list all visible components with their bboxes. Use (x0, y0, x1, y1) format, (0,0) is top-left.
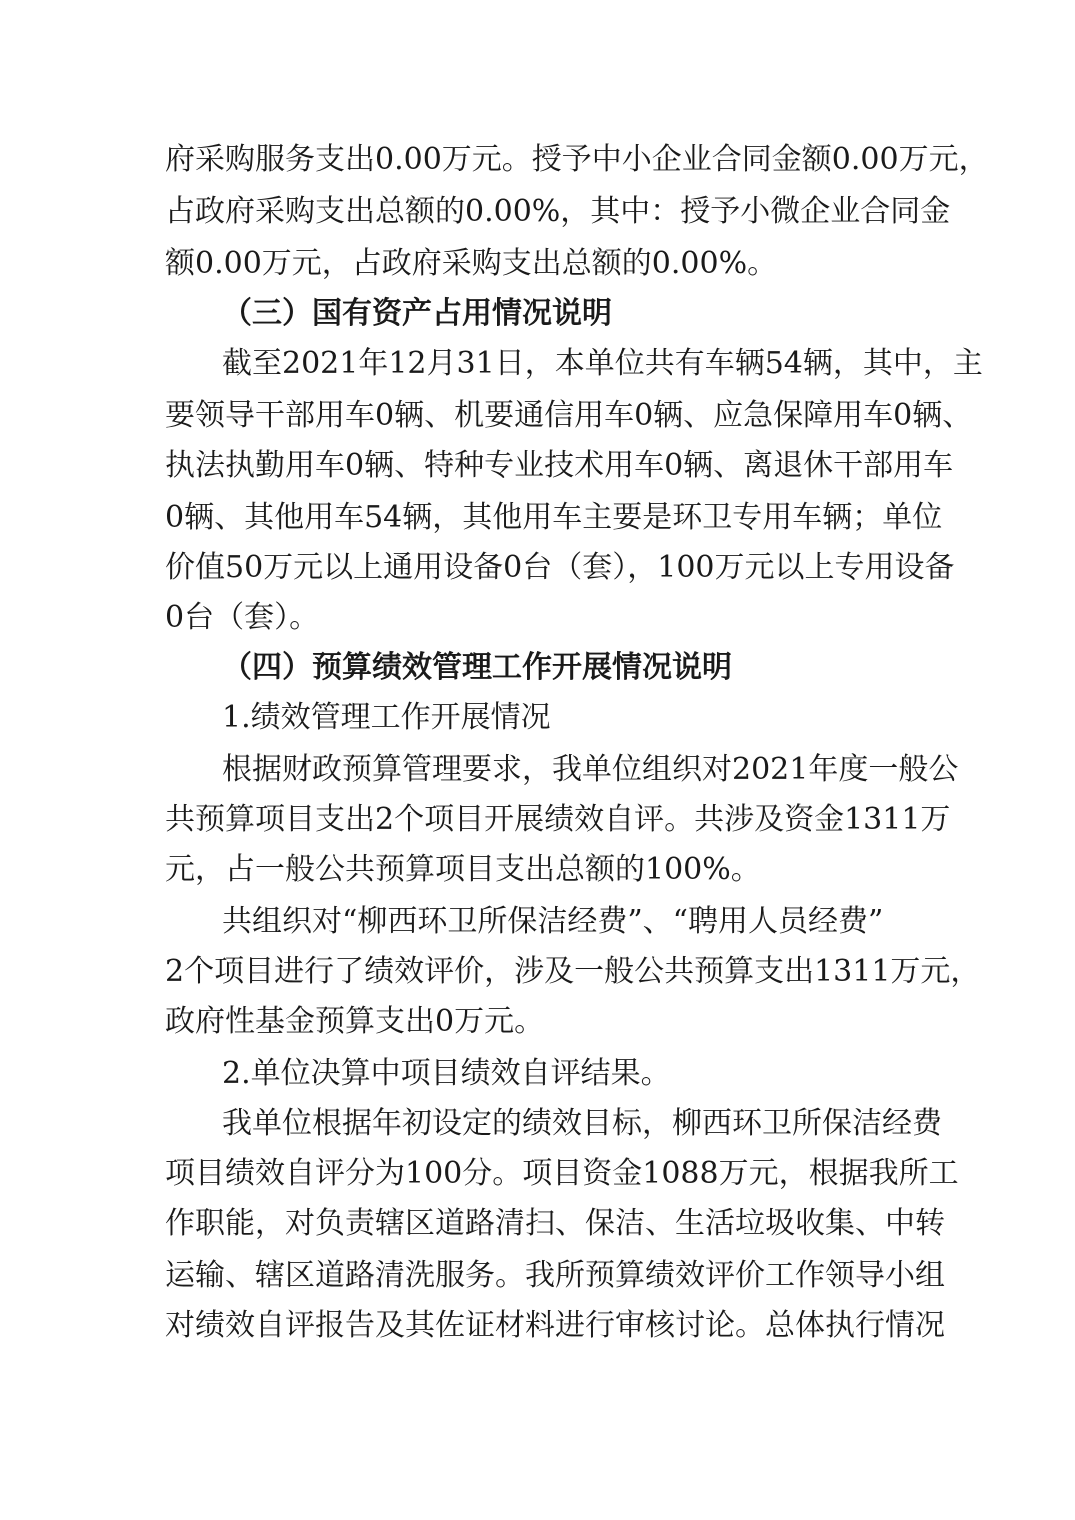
body-line: 根据财政预算管理要求，我单位组织对2021年度一般公 (222, 752, 959, 787)
body-line: 政府性基金预算支出0万元。 (165, 1004, 545, 1039)
section-heading-performance: （四）预算绩效管理工作开展情况说明 (222, 650, 732, 685)
body-line: 共组织对“柳西环卫所保洁经费”、“聘用人员经费” (222, 904, 884, 939)
body-line: 要领导干部用车0辆、机要通信用车0辆、应急保障用车0辆、 (165, 398, 973, 433)
body-line: 价值50万元以上通用设备0台（套），100万元以上专用设备 (165, 550, 955, 585)
subsection-heading: 2.单位决算中项目绩效自评结果。 (222, 1056, 671, 1091)
body-line: 共预算项目支出2个项目开展绩效自评。共涉及资金1311万 (165, 802, 951, 837)
body-line: 0辆、其他用车54辆，其他用车主要是环卫专用车辆；单位 (165, 500, 943, 535)
section-heading-assets: （三）国有资产占用情况说明 (222, 296, 612, 331)
body-line: 运输、辖区道路清洗服务。我所预算绩效评价工作领导小组 (165, 1258, 945, 1293)
subsection-heading: 1.绩效管理工作开展情况 (222, 700, 551, 735)
body-line: 占政府采购支出总额的0.00%，其中：授予小微企业合同金 (165, 194, 951, 229)
body-line: 府采购服务支出0.00万元。授予中小企业合同金额0.00万元， (165, 142, 989, 177)
body-line: 0台（套）。 (165, 600, 320, 635)
body-line: 截至2021年12月31日，本单位共有车辆54辆，其中，主 (222, 346, 983, 381)
body-line: 元，占一般公共预算项目支出总额的100%。 (165, 852, 761, 887)
body-line: 额0.00万元，占政府采购支出总额的0.00%。 (165, 246, 778, 281)
body-line: 我单位根据年初设定的绩效目标，柳西环卫所保洁经费 (222, 1106, 942, 1141)
body-line: 对绩效自评报告及其佐证材料进行审核讨论。总体执行情况 (165, 1308, 945, 1343)
body-line: 项目绩效自评分为100分。项目资金1088万元，根据我所工 (165, 1156, 959, 1191)
body-line: 2个项目进行了绩效评价，涉及一般公共预算支出1311万元， (165, 954, 981, 989)
body-line: 作职能，对负责辖区道路清扫、保洁、生活垃圾收集、中转 (165, 1206, 945, 1241)
body-line: 执法执勤用车0辆、特种专业技术用车0辆、离退休干部用车 (165, 448, 954, 483)
